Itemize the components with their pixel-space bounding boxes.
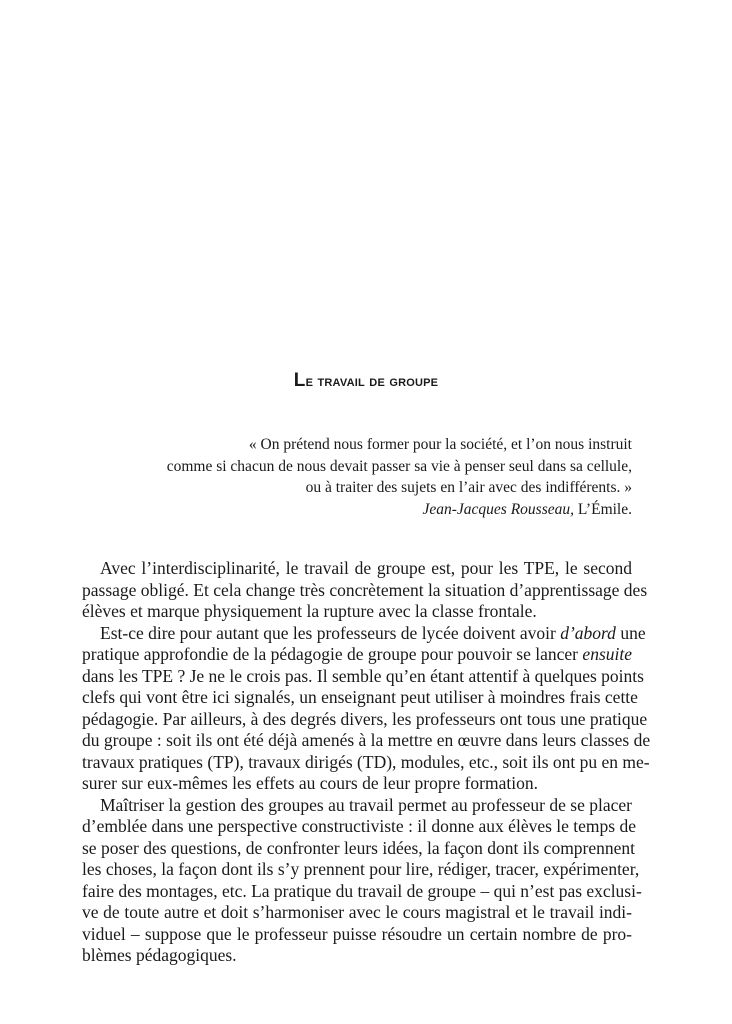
body-line: ve de toute autre et doit s’harmoniser avec le cours magistral et le travail indi- [82,902,632,922]
chapter-title-initial: L [293,370,306,391]
body-text-run: pratique approfondie de la pédagogie de groupe pour pouvoir se lancer [82,644,583,664]
body-line: se poser des questions, de confronter leurs idées, la façon dont ils comprennent [82,837,636,858]
body-line: viduel – suppose que le professeur puisse résoudre un certain nombre de pro- [82,923,632,944]
chapter-title [0,370,732,392]
body-text-run: une [615,622,646,643]
body-line: les choses, la façon dont ils s’y prennent pour lire, rédiger, tracer, expérimenter, [82,859,640,879]
epigraph-line: comme si chacun de nous devait passer sa vie à penser seul dans sa cellule, [166,457,632,475]
epigraph [72,434,632,520]
body-line: clefs qui vont être ici signalés, un enseignant peut utiliser à moindres frais cette [82,687,638,707]
epigraph-work: L’Émile. [574,500,632,518]
body-line [82,622,646,645]
body-emphasis: d’abord [560,622,616,643]
body-emphasis: ensuite [582,644,632,664]
epigraph-author: Jean-Jacques Rousseau, [422,500,575,518]
body-text-run: Est-ce dire pour autant que les professeurs de lycée doivent avoir [100,622,561,643]
chapter-title-rest: e travail de groupe [305,373,439,390]
body-line: pédagogie. Par ailleurs, à des degrés divers, les professeurs ont tous une pratique [82,708,648,729]
body-line: passage obligé. Et cela change très concrètement la situation d’apprentissage des [82,579,648,600]
body-line: dans les TPE ? Je ne le crois pas. Il semble qu’en étant attentif à quelques points [82,665,644,686]
epigraph-line: ou à traiter des sujets en l’air avec des indifférents. » [305,479,632,496]
body-line: travaux pratiques (TP), travaux dirigés (TD), modules, etc., soit ils ont pu en me- [82,751,650,772]
body-line: d’emblée dans une perspective constructiviste : il donne aux élèves le temps de [82,816,636,836]
body-line: surer sur eux-mêmes les effets au cours de leur propre formation. [82,773,538,793]
body-line: du groupe : soit ils ont été déjà amenés à la mettre en œuvre dans leurs classes de [82,730,651,750]
body-line [82,644,632,666]
body-line: Avec l’interdisciplinarité, le travail de groupe est, pour les TPE, le second [100,558,632,578]
body-text [82,558,651,967]
epigraph-attribution [72,499,632,521]
body-line: Maîtriser la gestion des groupes au travail permet au professeur de se placer [100,794,632,815]
body-line: élèves et marque physiquement la rupture avec la classe frontale. [82,601,537,621]
body-line: faire des montages, etc. La pratique du travail de groupe – qui n’est pas exclusi- [82,880,642,901]
epigraph-line: « On prétend nous former pour la société, et l’on nous instruit [248,436,632,453]
body-line: blèmes pédagogiques. [82,945,237,965]
